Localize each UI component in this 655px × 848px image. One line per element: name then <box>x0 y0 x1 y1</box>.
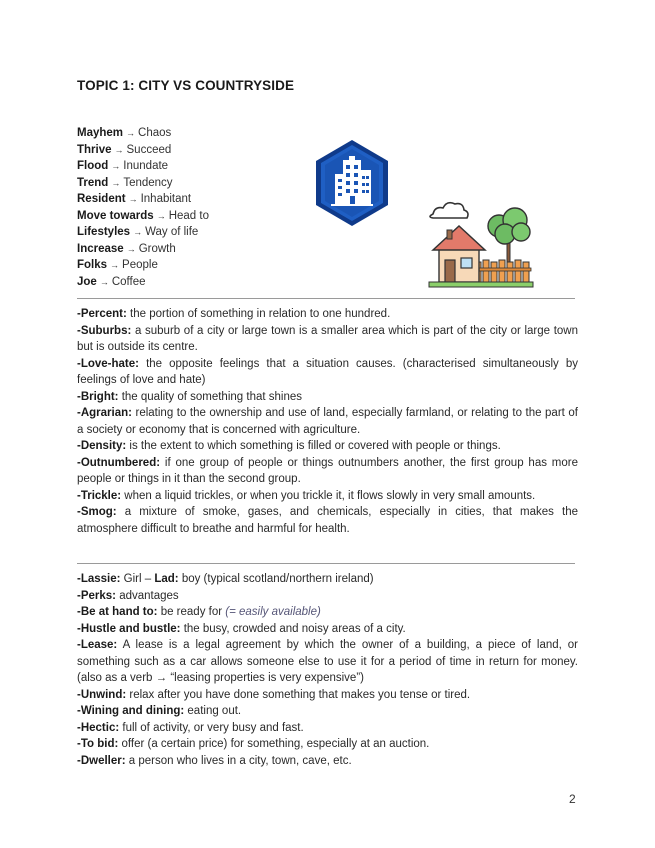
definition-text: advantages <box>116 589 179 602</box>
vocab-synonym: Coffee <box>111 275 146 288</box>
city-buildings-hexagon-icon <box>313 138 391 228</box>
vocab-word: Joe <box>77 275 97 288</box>
vocab-word: Resident <box>77 193 126 205</box>
section-divider <box>77 298 575 299</box>
definition-item <box>77 306 578 323</box>
definition-item <box>77 438 578 455</box>
definition-term: -Lease: <box>77 639 118 651</box>
definition-text: a mixture of smoke, gases, and chemicals, especially in cities, that makes the atmosphere difficult to breathe and harmful for health. <box>77 506 578 535</box>
vocab-synonym: People <box>122 259 158 271</box>
section-divider <box>77 563 575 564</box>
definition-text: Girl – <box>120 573 155 585</box>
vocab-item <box>77 191 209 208</box>
definitions-section-1 <box>77 306 578 537</box>
vocab-synonym: Head to <box>168 209 209 222</box>
vocab-word: Thrive <box>77 143 112 156</box>
definition-term: -Hectic: <box>77 721 120 734</box>
definition-term: -Density: <box>77 440 127 452</box>
vocab-item <box>77 158 209 175</box>
vocab-item <box>77 241 209 258</box>
vocab-item <box>77 224 209 241</box>
definition-note: (= easily available) <box>225 606 321 618</box>
vocab-synonym: Succeed <box>126 143 172 156</box>
definition-item <box>77 405 578 438</box>
vocab-word: Move towards <box>77 209 154 222</box>
definition-item <box>77 455 578 488</box>
definition-text: the portion of something in relation to one hundred. <box>126 308 391 320</box>
vocab-item <box>77 125 209 142</box>
definition-term: -Wining and dining: <box>77 705 185 717</box>
page-title: TOPIC 1: CITY VS COUNTRYSIDE <box>77 78 295 93</box>
definition-item <box>77 703 578 720</box>
definition-text: A lease is a legal agreement by which the owner of a building, a piece of land, or something such as a car allows someone else to use it for a period of time in return for money. (also as a verb → “leasing properties is very expensive”) <box>77 639 578 684</box>
definition-term: -Lassie: <box>77 573 121 585</box>
definition-text: the quality of something that shines <box>118 390 302 403</box>
vocab-word: Trend <box>77 176 109 189</box>
vocab-word: Folks <box>77 259 108 271</box>
definition-term: -Hustle and bustle: <box>77 622 181 635</box>
definition-term: -Be at hand to: <box>77 606 158 618</box>
definition-item <box>77 389 578 406</box>
vocab-item <box>77 208 209 225</box>
vocab-synonym: Inhabitant <box>140 193 192 205</box>
definition-text: relating to the ownership and use of land, especially farmland, or relating to the part of a society or economy that is concerned with agriculture. <box>77 407 578 436</box>
definition-text: the busy, crowded and noisy areas of a city. <box>180 622 406 635</box>
definition-item <box>77 323 578 356</box>
definition-term: -Dweller: <box>77 754 126 767</box>
definition-term: -Perks: <box>77 589 116 602</box>
vocab-item <box>77 175 209 192</box>
arrow-right-icon: → <box>126 243 136 254</box>
definition-text: relax after you have done something that makes you tense or tired. <box>126 688 471 701</box>
definition-text: boy (typical scotland/northern ireland) <box>178 573 374 585</box>
definition-item <box>77 753 578 770</box>
definition-text: if one group of people or things outnumbers another, the first group has more people or things in it than the second group. <box>77 456 578 485</box>
arrow-right-icon: → <box>111 161 121 171</box>
vocab-word: Flood <box>77 160 109 172</box>
definition-item <box>77 720 578 737</box>
definition-term: -Agrarian: <box>77 407 132 419</box>
vocab-word: Mayhem <box>77 127 124 139</box>
vocab-synonym: Inundate <box>123 160 169 172</box>
definition-item <box>77 736 578 753</box>
definition-term: -Percent: <box>77 308 127 320</box>
definition-item <box>77 588 578 605</box>
vocab-word: Lifestyles <box>77 226 131 238</box>
vocab-word: Increase <box>77 242 124 255</box>
definition-term: -Trickle: <box>77 489 122 502</box>
definition-term: -Smog: <box>77 506 117 518</box>
definitions-section-2 <box>77 571 578 769</box>
arrow-right-icon: → <box>156 210 166 221</box>
arrow-right-icon: → <box>110 260 120 270</box>
definition-term: -To bid: <box>77 738 119 750</box>
definition-term: -Love-hate: <box>77 357 139 370</box>
definition-text: the opposite feelings that a situation causes. (characterised simultaneously by feelings of love and hate) <box>77 357 578 386</box>
definition-text: when a liquid trickles, or when you trickle it, it flows slowly in very small amounts. <box>121 489 536 502</box>
arrow-right-icon: → <box>114 144 124 155</box>
vocab-list <box>77 125 209 290</box>
arrow-right-icon: → <box>128 194 138 204</box>
vocab-synonym: Way of life <box>145 226 199 238</box>
definition-item <box>77 356 578 389</box>
definition-text: a person who lives in a city, town, cave, etc. <box>125 754 352 767</box>
definition-text: offer (a certain price) for something, especially at an auction. <box>118 738 430 750</box>
arrow-right-icon: → <box>99 276 109 287</box>
definition-text: is the extent to which something is filled or covered with people or things. <box>126 440 501 452</box>
vocab-synonym: Growth <box>138 242 176 255</box>
arrow-right-icon: → <box>111 177 121 188</box>
definition-text: be ready for <box>157 606 226 618</box>
definition-term: -Unwind: <box>77 688 127 701</box>
page-number: 2 <box>569 792 576 806</box>
definition-item <box>77 621 578 638</box>
vocab-synonym: Tendency <box>123 176 173 189</box>
definition-text: eating out. <box>184 705 242 717</box>
vocab-synonym: Chaos <box>138 127 172 139</box>
arrow-right-icon: → <box>126 128 136 138</box>
vocab-item <box>77 274 209 291</box>
definition-term: -Outnumbered: <box>77 456 161 469</box>
definition-term: -Suburbs: <box>77 324 132 337</box>
definition-text: full of activity, or very busy and fast. <box>119 721 304 734</box>
definition-term: Lad: <box>154 573 179 585</box>
definition-text: a suburb of a city or large town is a smaller area which is part of the city or large town but is outside its centre. <box>77 324 578 353</box>
definition-item <box>77 504 578 537</box>
definition-item <box>77 604 578 621</box>
arrow-right-icon: → <box>133 227 143 237</box>
definition-item <box>77 488 578 505</box>
vocab-item <box>77 257 209 274</box>
vocab-item <box>77 142 209 159</box>
definition-item <box>77 687 578 704</box>
definition-term: -Bright: <box>77 390 119 403</box>
definition-item <box>77 571 578 588</box>
definition-item <box>77 637 578 687</box>
countryside-house-icon <box>425 200 537 292</box>
